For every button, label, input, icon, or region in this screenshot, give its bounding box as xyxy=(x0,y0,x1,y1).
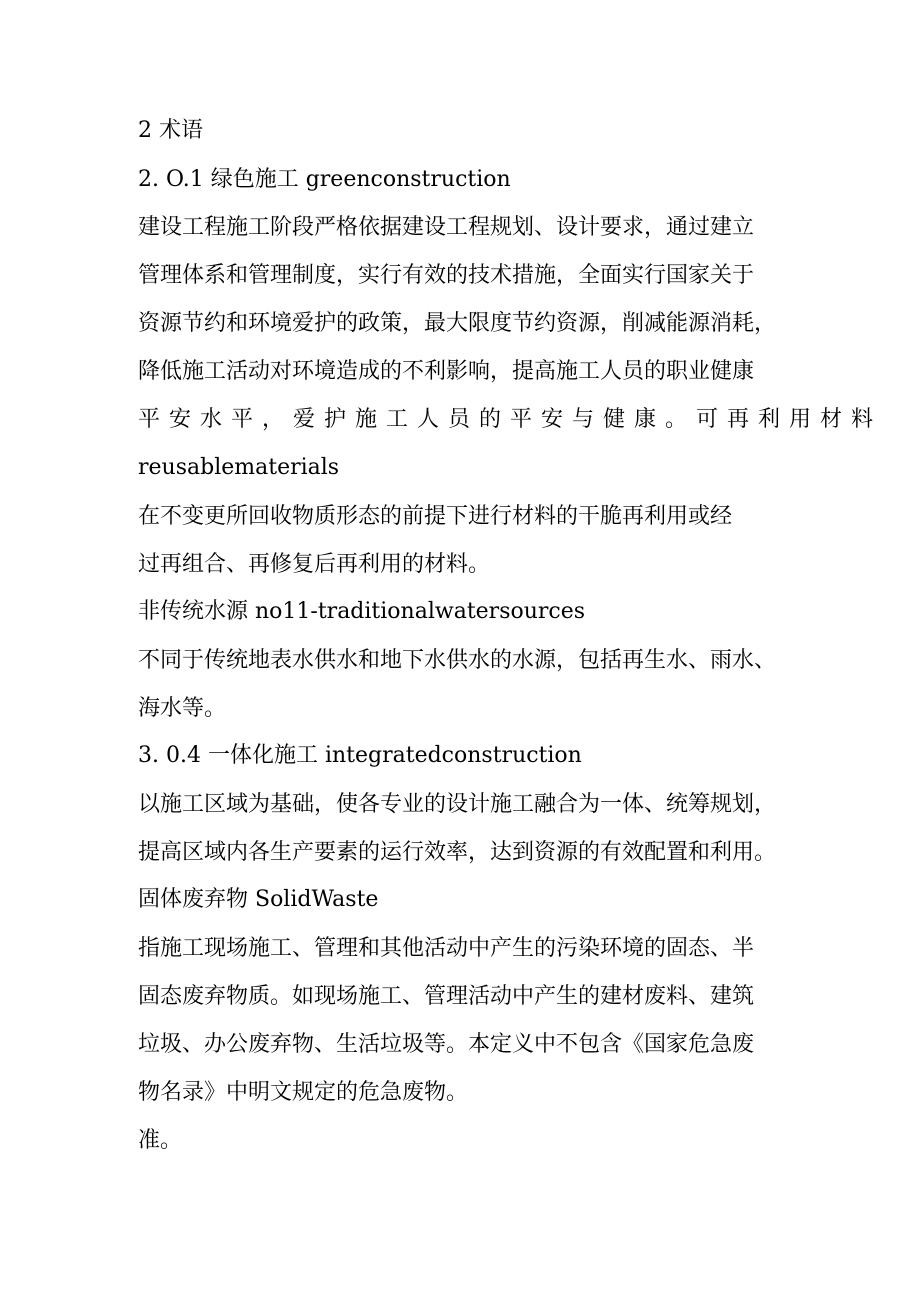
definition-line: 不同于传统地表水供水和地下水供水的水源，包括再生水、雨水、 xyxy=(138,648,777,673)
definition-line: 物名录》中明文规定的危急废物。 xyxy=(138,1080,469,1105)
definition-line: 降低施工活动对环境造成的不利影响，提高施工人员的职业健康 xyxy=(138,359,755,384)
definition-line: 固态废弃物质。如现场施工、管理活动中产生的建材废料、建筑 xyxy=(138,984,755,1009)
term-green-construction: 2. O.1 绿色施工 greenconstruction xyxy=(138,167,511,192)
definition-line: 在不变更所回收物质形态的前提下进行材料的干脆再利用或经 xyxy=(138,504,733,529)
term-integrated-construction: 3. 0.4 一体化施工 integratedconstruction xyxy=(138,743,582,768)
definition-line: 垃圾、办公废弃物、生活垃圾等。本定义中不包含《国家危急废 xyxy=(138,1032,755,1057)
term-solid-waste: 固体废弃物 SolidWaste xyxy=(138,887,379,912)
definition-line: 建设工程施工阶段严格依据建设工程规划、设计要求，通过建立 xyxy=(138,215,755,240)
section-heading: 2 术语 xyxy=(138,118,203,143)
definition-line: 管理体系和管理制度，实行有效的技术措施，全面实行国家关于 xyxy=(138,263,755,288)
definition-line: 平安水平，爱护施工人员的平安与健康。可再利用材料 xyxy=(138,407,883,432)
definition-line: 以施工区域为基础，使各专业的设计施工融合为一体、统筹规划， xyxy=(138,792,777,817)
definition-line: 资源节约和环境爱护的政策，最大限度节约资源，削减能源消耗， xyxy=(138,311,777,336)
term-non-traditional-water: 非传统水源 no11-traditionalwatersources xyxy=(138,599,586,624)
trailing-fragment: 准。 xyxy=(138,1128,183,1153)
definition-line: 指施工现场施工、管理和其他活动中产生的污染环境的固态、半 xyxy=(138,936,755,961)
term-reusable-materials: reusablematerials xyxy=(138,455,340,480)
definition-line: 提高区域内各生产要素的运行效率，达到资源的有效配置和利用。 xyxy=(138,840,777,865)
definition-line: 海水等。 xyxy=(138,696,227,721)
definition-line: 过再组合、再修复后再利用的材料。 xyxy=(138,552,491,577)
